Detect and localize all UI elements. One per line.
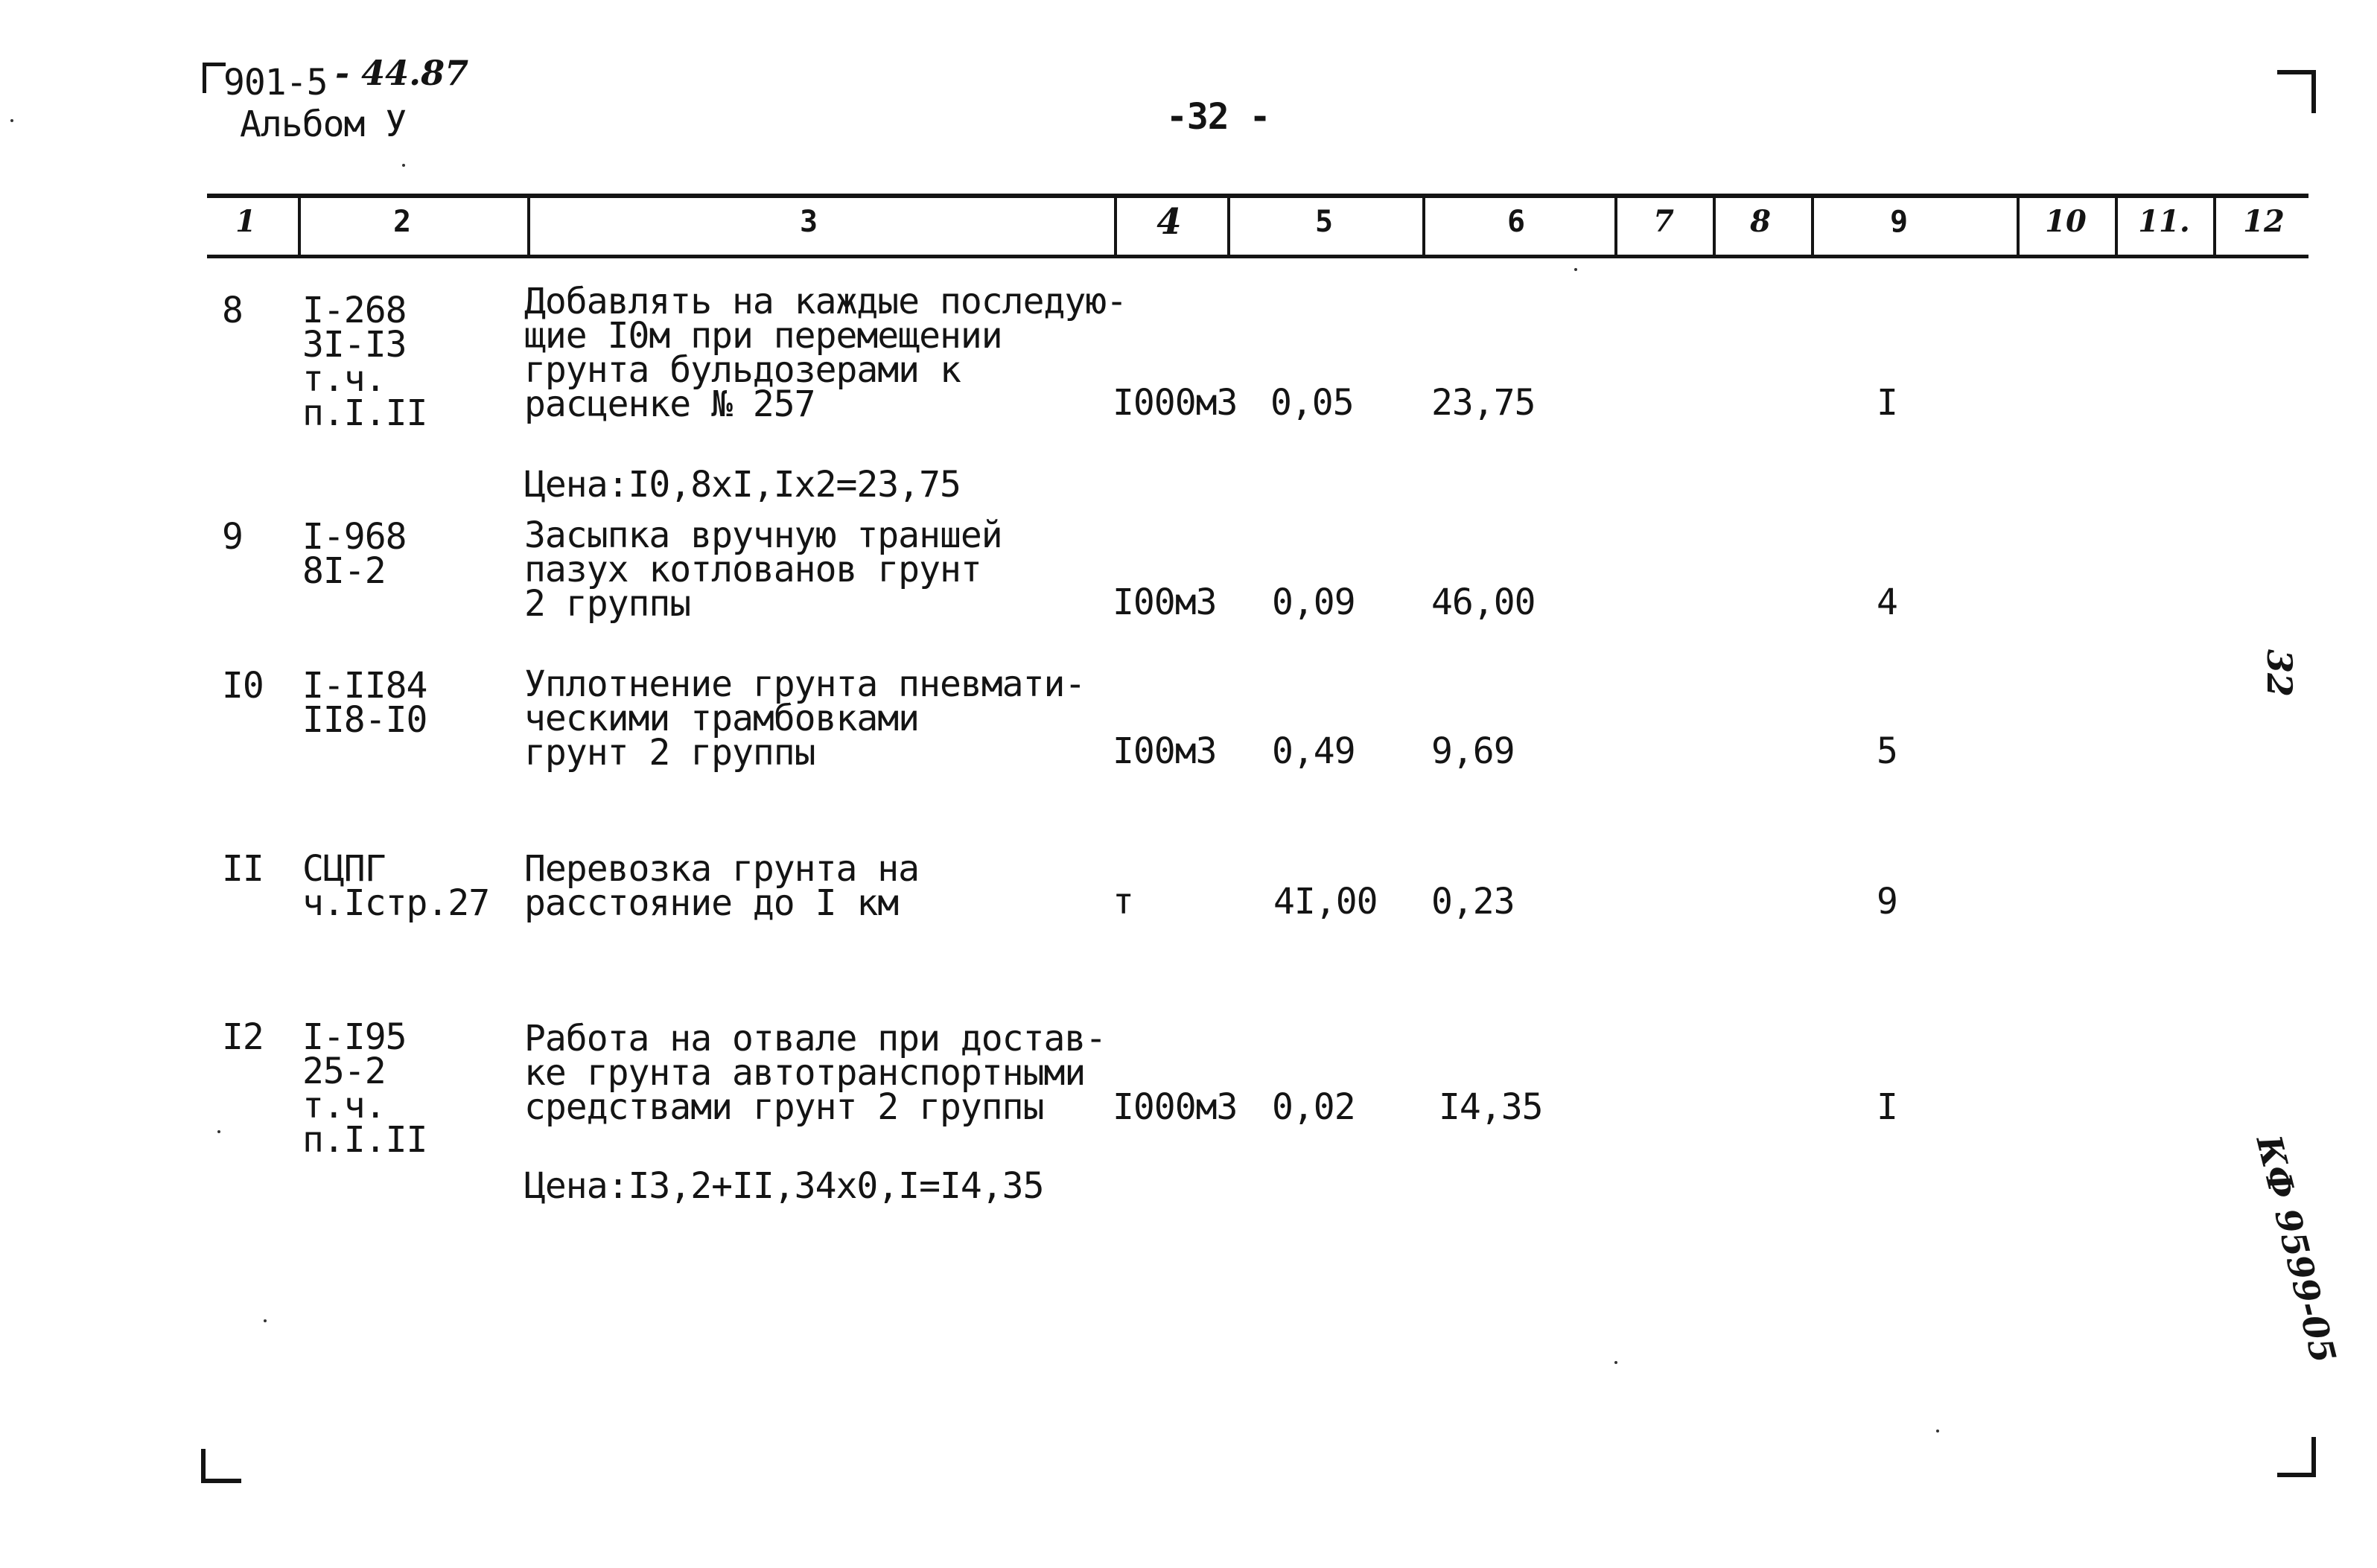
row-code: I-II84 — [302, 665, 427, 707]
column-header-7: 7 — [1653, 204, 1674, 239]
row-number: II — [222, 848, 264, 890]
row-description: грунт 2 группы — [524, 732, 815, 774]
scan-speck — [217, 1130, 220, 1133]
row-code: п.I.II — [302, 392, 427, 434]
row-description: грунта бульдозерами к — [524, 349, 961, 391]
table-header-bottom-rule — [207, 255, 2308, 258]
row-code: I-968 — [302, 516, 407, 558]
row-column-9: I — [1877, 1086, 1897, 1128]
column-header-6: 6 — [1506, 205, 1526, 239]
row-quantity: 0,05 — [1270, 382, 1354, 424]
row-price: 0,23 — [1431, 881, 1515, 922]
scan-speck — [1614, 1361, 1617, 1364]
page-number: -32 - — [1166, 96, 1270, 138]
column-divider — [1114, 195, 1117, 258]
row-description: ческими трамбовками — [524, 698, 920, 739]
margin-archive-code: КФ 9599-05 — [2248, 1131, 2344, 1367]
doc-code-handwritten: - 44.87 — [335, 53, 469, 93]
column-header-12: 12 — [2243, 204, 2285, 239]
row-unit: I00м3 — [1113, 730, 1217, 772]
column-divider — [1614, 195, 1617, 258]
scan-speck — [402, 164, 405, 167]
row-description: расценке № 257 — [524, 383, 815, 425]
row-quantity: 0,09 — [1272, 581, 1355, 623]
scan-speck — [10, 119, 13, 122]
row-description: Работа на отвале при достав- — [524, 1018, 1107, 1059]
row-description: Засыпка вручную траншей — [524, 514, 1002, 556]
row-price: 9,69 — [1431, 730, 1515, 772]
corner-mark-top-left — [203, 63, 226, 93]
row-number: 8 — [222, 290, 243, 331]
row-description: Уплотнение грунта пневмати- — [524, 663, 1086, 705]
row-description: Добавлять на каждые последую- — [524, 281, 1127, 322]
row-price: 46,00 — [1431, 581, 1536, 623]
column-divider — [1713, 195, 1716, 258]
row-code: СЦПГ — [302, 848, 386, 890]
row-code: 3I-I3 — [302, 324, 407, 366]
corner-mark-top-right — [2277, 70, 2316, 113]
column-header-8: 8 — [1750, 204, 1771, 239]
row-unit: I000м3 — [1113, 382, 1238, 424]
row-description: расстояние до I км — [524, 882, 899, 924]
column-header-11: 11. — [2138, 204, 2190, 239]
row-code: II8-I0 — [302, 699, 427, 741]
column-divider — [527, 195, 530, 258]
row-code: 8I-2 — [302, 550, 386, 592]
row-unit: т — [1113, 881, 1133, 922]
row-price: I4,35 — [1439, 1086, 1543, 1128]
scan-speck — [1574, 268, 1577, 271]
column-header-4: 4 — [1156, 201, 1182, 243]
column-header-5: 5 — [1314, 205, 1334, 239]
column-divider — [1227, 195, 1230, 258]
scan-speck — [264, 1319, 267, 1322]
row-description: щие I0м при перемещении — [524, 315, 1002, 357]
row-number: I2 — [222, 1016, 264, 1058]
row-unit: I00м3 — [1113, 581, 1217, 623]
row-quantity: 4I,00 — [1273, 881, 1378, 922]
row-unit: I000м3 — [1113, 1086, 1238, 1128]
column-divider — [1422, 195, 1425, 258]
column-header-10: 10 — [2045, 204, 2087, 239]
row-code: ч.Iстр.27 — [302, 882, 490, 924]
row-code: I-268 — [302, 290, 407, 331]
scan-speck — [1936, 1430, 1939, 1432]
row-column-9: 4 — [1877, 581, 1897, 623]
row-price-note: Цена:I0,8хI,Iх2=23,75 — [524, 464, 961, 506]
column-divider — [298, 195, 301, 258]
corner-mark-bottom-left — [201, 1449, 241, 1483]
row-quantity: 0,02 — [1272, 1086, 1355, 1128]
row-code: т.ч. — [302, 1085, 386, 1126]
column-divider — [1811, 195, 1814, 258]
row-code: 25-2 — [302, 1051, 386, 1092]
row-description: ке грунта автотранспортными — [524, 1052, 1086, 1094]
album-label: Альбом У — [240, 103, 407, 145]
row-column-9: I — [1877, 382, 1897, 424]
row-price: 23,75 — [1431, 382, 1536, 424]
row-code: п.I.II — [302, 1119, 427, 1161]
row-code: т.ч. — [302, 358, 386, 400]
row-description: 2 группы — [524, 583, 691, 625]
table-top-rule — [207, 194, 2308, 198]
column-divider — [2017, 195, 2020, 258]
column-divider — [2213, 195, 2216, 258]
row-column-9: 5 — [1877, 730, 1897, 772]
margin-sheet-number: 32 — [2259, 649, 2300, 698]
row-quantity: 0,49 — [1272, 730, 1355, 772]
row-description: средствами грунт 2 группы — [524, 1086, 1044, 1128]
row-number: I0 — [222, 665, 264, 707]
row-description: Перевозка грунта на — [524, 848, 920, 890]
row-description: пазух котлованов грунт — [524, 549, 981, 590]
column-header-2: 2 — [392, 205, 412, 239]
row-code: I-I95 — [302, 1016, 407, 1058]
row-number: 9 — [222, 516, 243, 558]
column-divider — [2115, 195, 2118, 258]
row-price-note: Цена:I3,2+II,34х0,I=I4,35 — [524, 1165, 1044, 1207]
column-header-9: 9 — [1889, 205, 1909, 239]
column-header-3: 3 — [799, 205, 818, 239]
column-header-1: 1 — [235, 204, 256, 239]
corner-mark-bottom-right — [2277, 1437, 2316, 1477]
row-column-9: 9 — [1877, 881, 1897, 922]
doc-code: 901-5 — [223, 62, 328, 103]
